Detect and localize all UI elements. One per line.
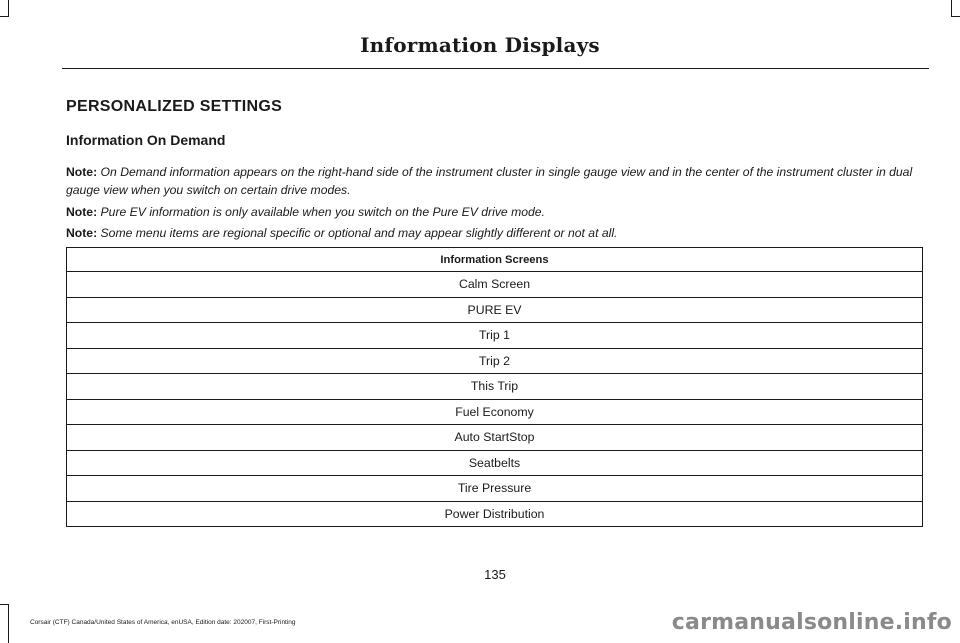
- crop-mark-top-left-v: [8, 0, 9, 16]
- table-row: [67, 450, 923, 476]
- table-row: [67, 297, 923, 323]
- table-cell: Calm Screen: [67, 272, 923, 298]
- crop-mark-top-right-h: [951, 16, 960, 17]
- page-number: 135: [484, 567, 506, 582]
- table-row: [67, 425, 923, 451]
- table-cell: PURE EV: [67, 297, 923, 323]
- table-row: [67, 374, 923, 400]
- table-row: [67, 323, 923, 349]
- crop-mark-top-right-v: [951, 0, 952, 16]
- note-text: Some menu items are regional specific or optional and may appear slightly different or not at all.: [100, 226, 618, 240]
- table-cell: Auto StartStop: [67, 425, 923, 451]
- note-pure-ev: [66, 203, 928, 221]
- edition-footer: Corsair (CTF) Canada/United States of America, enUSA, Edition date: 202007, First-Printing: [30, 619, 296, 626]
- crop-mark-bottom-left-v: [8, 604, 9, 643]
- note-label: Note:: [66, 205, 98, 219]
- note-drive-modes: [66, 163, 928, 199]
- table-cell: Trip 1: [67, 323, 923, 349]
- table-cell: Fuel Economy: [67, 399, 923, 425]
- table-header-row: [67, 248, 923, 272]
- table-cell: Power Distribution: [67, 501, 923, 527]
- section-heading: PERSONALIZED SETTINGS: [66, 98, 283, 115]
- table-cell: Trip 2: [67, 348, 923, 374]
- table-cell: Tire Pressure: [67, 476, 923, 502]
- subheading: Information On Demand: [66, 132, 226, 148]
- table-header-cell: Information Screens: [67, 248, 923, 272]
- table-cell: Seatbelts: [67, 450, 923, 476]
- table-row: [67, 501, 923, 527]
- table-cell: This Trip: [67, 374, 923, 400]
- note-regional: [66, 224, 928, 242]
- note-text: On Demand information appears on the right-hand side of the instrument cluster in single gauge view and in the center of the instrument cluster in dual gauge view when you switch on certain drive modes.: [66, 165, 913, 197]
- crop-mark-bottom-left-h: [0, 604, 9, 605]
- note-label: Note:: [66, 226, 98, 240]
- table-row: [67, 399, 923, 425]
- page-header-title: Information Displays: [360, 33, 600, 57]
- header-divider: [62, 68, 929, 69]
- information-screens-table: [66, 247, 923, 527]
- crop-mark-top-left-h: [0, 16, 9, 17]
- table-row: [67, 348, 923, 374]
- note-text: Pure EV information is only available when you switch on the Pure EV drive mode.: [100, 205, 545, 219]
- watermark-logo: carmanualsonline.info: [671, 610, 952, 635]
- note-label: Note:: [66, 165, 98, 179]
- table-row: [67, 476, 923, 502]
- table-row: [67, 272, 923, 298]
